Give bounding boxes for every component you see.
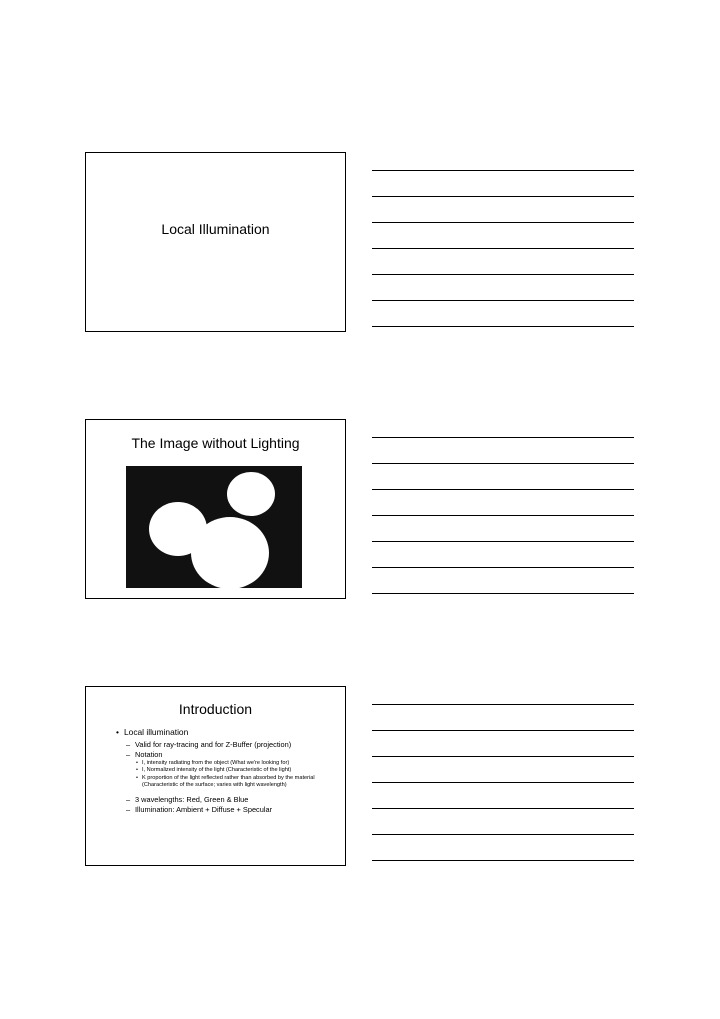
note-line bbox=[372, 171, 634, 197]
note-line bbox=[372, 438, 634, 464]
sub-bullet: – Notation bbox=[116, 750, 342, 759]
note-line bbox=[372, 542, 634, 568]
note-line bbox=[372, 301, 634, 327]
note-line bbox=[372, 490, 634, 516]
notation-item: • I, intensity radiating from the object (What we're looking for) bbox=[116, 760, 342, 767]
sub-bullet: – 3 wavelengths: Red, Green & Blue bbox=[116, 795, 342, 804]
slide-3 bbox=[85, 686, 346, 866]
circle-bottom bbox=[191, 517, 269, 588]
notes-lines-3 bbox=[372, 679, 634, 861]
slide-1 bbox=[85, 152, 346, 332]
notation-item: • K proportion of the light reflected rather than absorbed by the material (Characteristic of the surface; varies with light wavelength) bbox=[116, 775, 342, 790]
slide-2 bbox=[85, 419, 346, 599]
bullet: • Local illumination bbox=[116, 727, 342, 738]
unlit-spheres-image bbox=[126, 466, 302, 588]
notes-lines-2 bbox=[372, 412, 634, 594]
note-line bbox=[372, 679, 634, 705]
note-line bbox=[372, 464, 634, 490]
note-line bbox=[372, 705, 634, 731]
slide-title: Introduction bbox=[178, 701, 253, 717]
slide-title: Local Illumination bbox=[161, 221, 270, 237]
note-line bbox=[372, 835, 634, 861]
slide-title: The Image without Lighting bbox=[131, 435, 300, 451]
note-line bbox=[372, 145, 634, 171]
note-line bbox=[372, 731, 634, 757]
note-line bbox=[372, 516, 634, 542]
sub-bullet: – Valid for ray-tracing and for Z-Buffer (projection) bbox=[116, 740, 342, 749]
note-line bbox=[372, 412, 634, 438]
note-line bbox=[372, 783, 634, 809]
bullet-list bbox=[116, 727, 342, 816]
note-line bbox=[372, 809, 634, 835]
note-line bbox=[372, 757, 634, 783]
note-line bbox=[372, 249, 634, 275]
note-line bbox=[372, 568, 634, 594]
note-line bbox=[372, 197, 634, 223]
note-line bbox=[372, 275, 634, 301]
note-line bbox=[372, 223, 634, 249]
circle-top bbox=[227, 472, 275, 516]
sub-bullet: – Illumination: Ambient + Diffuse + Specular bbox=[116, 805, 342, 814]
notation-item: • I, Normalized intensity of the light (Characteristic of the light) bbox=[116, 767, 342, 774]
notes-lines-1 bbox=[372, 145, 634, 327]
